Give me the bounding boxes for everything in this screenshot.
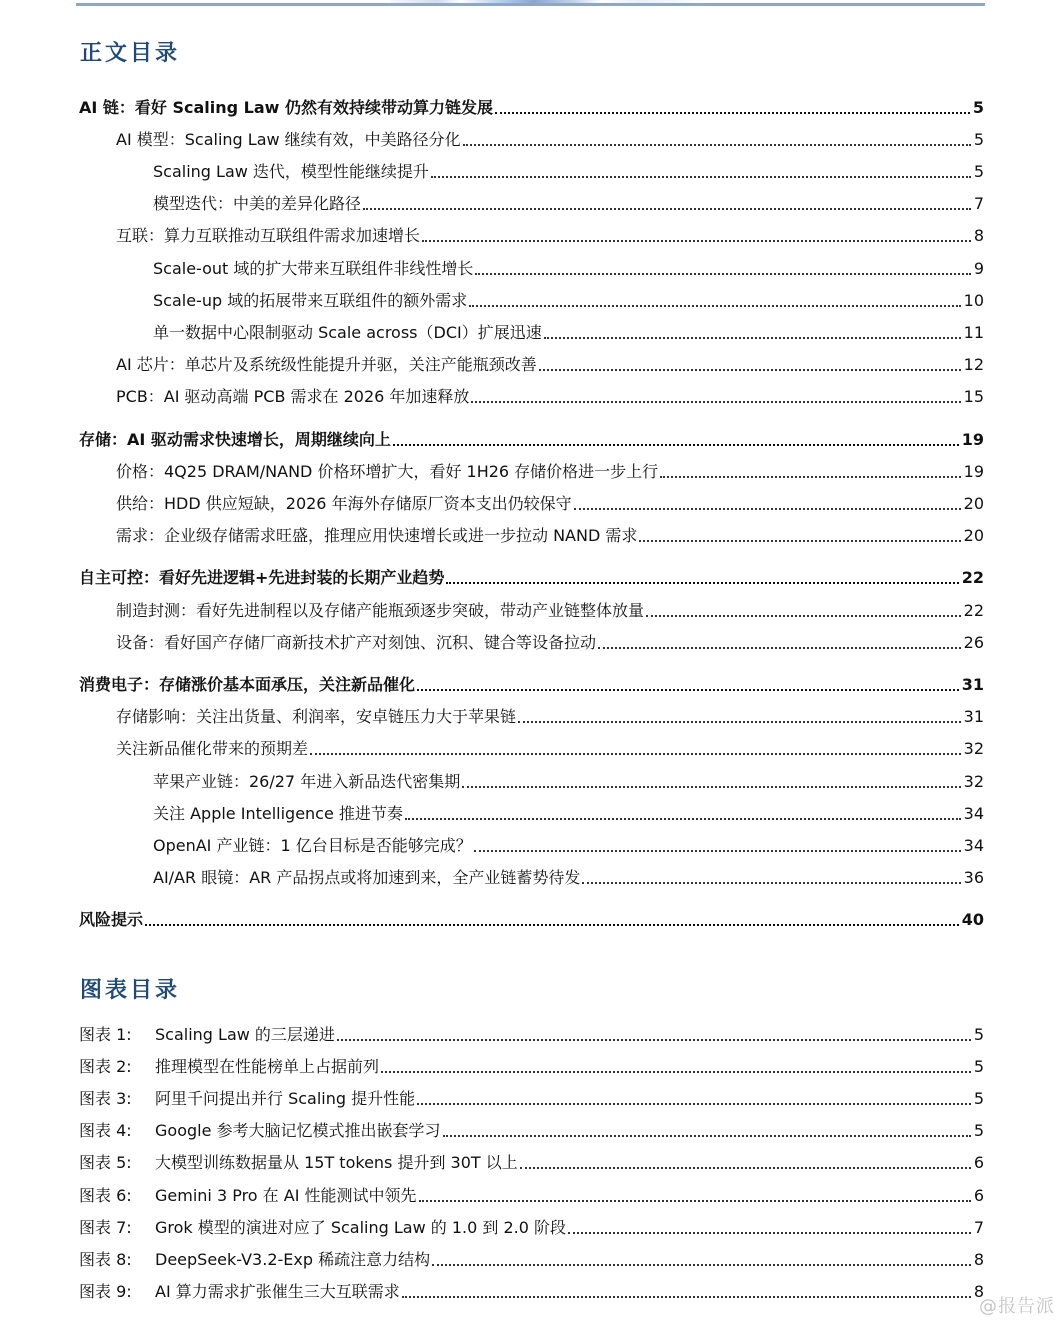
watermark: @报告派 <box>979 1296 1055 1317</box>
figure-entry[interactable] <box>79 1024 984 1046</box>
dot-leader <box>431 176 971 178</box>
toc-entry-page: 12 <box>963 354 984 374</box>
dot-leader <box>495 112 970 114</box>
dot-leader <box>568 1232 971 1234</box>
figure-entry[interactable] <box>79 1185 984 1207</box>
figure-label: 图表 7: <box>79 1217 132 1237</box>
toc-entry-page: 8 <box>973 226 984 246</box>
figure-page: 6 <box>973 1185 984 1205</box>
toc-entry-page: 15 <box>963 386 984 406</box>
toc-entry[interactable] <box>79 386 984 408</box>
dot-leader <box>646 615 961 617</box>
figure-entry[interactable] <box>79 1217 984 1239</box>
toc-entry-page: 34 <box>963 803 984 823</box>
toc-entry-title: PCB：AI 驱动高端 PCB 需求在 2026 年加速释放 <box>116 386 470 406</box>
dot-leader <box>443 1135 971 1137</box>
dot-leader <box>518 721 961 723</box>
toc-entry-title: Scaling Law 迭代，模型性能继续提升 <box>153 162 429 182</box>
dot-leader <box>660 476 960 478</box>
toc-entry-page: 26 <box>963 632 984 652</box>
toc-entry-page: 7 <box>973 194 984 214</box>
figure-page: 5 <box>973 1121 984 1141</box>
dot-leader <box>310 753 961 755</box>
figure-title: Google 参考大脑记忆模式推出嵌套学习 <box>155 1121 441 1141</box>
figure-label: 图表 1: <box>79 1025 132 1044</box>
dot-leader <box>462 786 960 788</box>
figure-label: 图表 5: <box>79 1153 132 1173</box>
toc-entry[interactable] <box>79 835 984 857</box>
figure-entry[interactable] <box>79 1088 984 1110</box>
toc-chapter[interactable] <box>79 909 984 931</box>
toc-entry-page: 32 <box>963 739 984 759</box>
toc-entry-page: 32 <box>963 771 984 791</box>
toc-entry-title: 关注新品催化带来的预期差 <box>116 739 309 759</box>
dot-leader <box>432 1264 971 1266</box>
toc-entry-page: 22 <box>961 568 984 588</box>
figures-title: 图表目录 <box>80 977 181 1003</box>
figure-entry[interactable] <box>79 1249 984 1271</box>
dot-leader <box>469 305 960 307</box>
toc-entry[interactable] <box>79 632 984 654</box>
figure-label: 图表 9: <box>79 1281 132 1301</box>
figure-label: 图表 4: <box>79 1121 132 1141</box>
figure-page: 5 <box>973 1025 984 1044</box>
toc-entry[interactable] <box>79 867 984 889</box>
toc-chapter[interactable] <box>79 97 984 119</box>
toc-entry-title: 模型迭代：中美的差异化路径 <box>153 194 362 214</box>
dot-leader <box>446 582 958 584</box>
toc-entry[interactable] <box>79 600 984 622</box>
dot-leader <box>381 1071 971 1073</box>
toc-entry-page: 40 <box>961 910 984 930</box>
toc-entry[interactable] <box>79 803 984 825</box>
toc-entry-page: 9 <box>973 258 984 278</box>
toc-entry-title: 互联：算力互联推动互联组件需求加速增长 <box>116 226 421 246</box>
toc-entry[interactable] <box>79 461 984 483</box>
toc-entry-page: 31 <box>961 675 984 695</box>
dot-leader <box>402 1296 971 1298</box>
figure-page: 7 <box>973 1217 984 1237</box>
dot-leader <box>544 337 961 339</box>
toc-entry[interactable] <box>79 525 984 547</box>
toc-entry-page: 11 <box>963 322 984 342</box>
figure-label: 图表 2: <box>79 1057 132 1077</box>
dot-leader <box>598 647 961 649</box>
figure-label: 图表 3: <box>79 1089 132 1109</box>
toc-entry-title: 苹果产业链：26/27 年进入新品迭代密集期 <box>153 771 461 791</box>
toc-entry-page: 36 <box>963 867 984 887</box>
toc-entry-title: OpenAI 产业链：1 亿台目标是否能够完成？ <box>153 835 472 855</box>
figure-title: 推理模型在性能榜单上占据前列 <box>155 1057 380 1077</box>
toc-entry-title: AI 芯片：单芯片及系统级性能提升并驱，关注产能瓶颈改善 <box>116 354 537 374</box>
dot-leader <box>639 540 960 542</box>
toc-entry-title: AI 模型：Scaling Law 继续有效，中美路径分化 <box>116 130 461 150</box>
toc-entry-page: 20 <box>963 493 984 513</box>
toc-entry[interactable] <box>79 290 984 312</box>
figure-title: AI 算力需求扩张催生三大互联需求 <box>155 1281 400 1301</box>
dot-leader <box>520 1167 971 1169</box>
toc-entry-title: Scale-up 域的拓展带来互联组件的额外需求 <box>153 290 468 310</box>
toc-entry[interactable] <box>79 322 984 344</box>
toc-entry[interactable] <box>79 706 984 728</box>
figure-title: 大模型训练数据量从 15T tokens 提升到 30T 以上 <box>155 1153 518 1173</box>
toc-entry-title: AI 链：看好 Scaling Law 仍然有效持续带动算力链发展 <box>79 98 494 117</box>
toc-entry-title: 设备：看好国产存储厂商新技术扩产对刻蚀、沉积、键合等设备拉动 <box>116 632 597 652</box>
toc-title: 正文目录 <box>80 40 181 66</box>
dot-leader <box>337 1039 971 1041</box>
dot-leader <box>475 273 970 275</box>
figure-entry[interactable] <box>79 1056 984 1078</box>
dot-leader <box>471 401 960 403</box>
toc-chapter[interactable] <box>79 429 984 451</box>
toc-entry-title: 单一数据中心限制驱动 Scale across（DCI）扩展迅速 <box>153 322 542 342</box>
toc-entry[interactable] <box>79 354 984 376</box>
figure-page: 8 <box>973 1249 984 1269</box>
figure-title: Gemini 3 Pro 在 AI 性能测试中领先 <box>155 1185 417 1205</box>
dot-leader <box>145 924 959 926</box>
toc-entry-title: 价格：4Q25 DRAM/NAND 价格环增扩大，看好 1H26 存储价格进一步上行 <box>116 461 659 481</box>
toc-entry-page: 20 <box>963 525 984 545</box>
header-rule <box>76 3 985 6</box>
figure-title: 阿里千问提出并行 Scaling 提升性能 <box>155 1089 416 1109</box>
toc-entry[interactable] <box>79 161 984 183</box>
toc-entry-page: 5 <box>972 98 984 117</box>
dot-leader <box>574 508 961 510</box>
toc-entry-page: 5 <box>973 130 984 150</box>
dot-leader <box>417 1103 971 1105</box>
figure-title: DeepSeek-V3.2-Exp 稀疏注意力结构 <box>155 1249 431 1269</box>
toc-entry-title: AI/AR 眼镜：AR 产品拐点或将加速到来，全产业链蓄势待发 <box>153 867 581 887</box>
toc-entry-title: 供给：HDD 供应短缺，2026 年海外存储原厂资本支出仍较保守 <box>116 493 572 513</box>
toc-entry-page: 34 <box>963 835 984 855</box>
toc-entry[interactable] <box>79 258 984 280</box>
dot-leader <box>363 208 971 210</box>
toc-entry-page: 10 <box>963 290 984 310</box>
toc-entry-title: 存储：AI 驱动需求快速增长，周期继续向上 <box>79 429 391 449</box>
toc-entry[interactable] <box>79 129 984 151</box>
toc-entry-page: 5 <box>973 162 984 182</box>
toc-entry[interactable] <box>79 771 984 793</box>
dot-leader <box>582 882 960 884</box>
toc-entry-page: 19 <box>963 461 984 481</box>
figure-entry[interactable] <box>79 1120 984 1142</box>
dot-leader <box>405 818 961 820</box>
toc-entry-title: 自主可控：看好先进逻辑+先进封装的长期产业趋势 <box>79 568 445 588</box>
toc-chapter[interactable] <box>79 674 984 696</box>
toc-entry[interactable] <box>79 225 984 247</box>
toc-entry-title: 风险提示 <box>79 910 144 930</box>
figure-page: 6 <box>973 1153 984 1173</box>
toc-entry[interactable] <box>79 493 984 515</box>
figure-label: 图表 6: <box>79 1185 132 1205</box>
dot-leader <box>417 689 959 691</box>
dot-leader <box>539 369 961 371</box>
toc-entry-title: Scale-out 域的扩大带来互联组件非线性增长 <box>153 258 474 278</box>
figure-page: 5 <box>973 1089 984 1109</box>
toc-entry[interactable] <box>79 738 984 760</box>
toc-entry-page: 19 <box>961 429 984 449</box>
toc-entry-title: 关注 Apple Intelligence 推进节奏 <box>153 803 403 823</box>
figure-entry[interactable] <box>79 1152 984 1174</box>
figure-label: 图表 8: <box>79 1249 132 1269</box>
toc-entry-page: 22 <box>963 600 984 620</box>
toc-entry-title: 消费电子：存储涨价基本面承压，关注新品催化 <box>79 675 416 695</box>
toc-entry-title: 制造封测：看好先进制程以及存储产能瓶颈逐步突破，带动产业链整体放量 <box>116 600 645 620</box>
toc-entry-title: 需求：企业级存储需求旺盛，推理应用快速增长或进一步拉动 NAND 需求 <box>116 525 638 545</box>
dot-leader <box>393 444 959 446</box>
toc-entry[interactable] <box>79 193 984 215</box>
dot-leader <box>463 144 971 146</box>
dot-leader <box>422 240 971 242</box>
dot-leader <box>419 1200 971 1202</box>
dot-leader <box>474 850 961 852</box>
figure-page: 8 <box>973 1281 984 1301</box>
figure-entry[interactable] <box>79 1281 984 1303</box>
toc-chapter[interactable] <box>79 567 984 589</box>
toc-entry-title: 存储影响：关注出货量、利润率，安卓链压力大于苹果链 <box>116 707 517 727</box>
figure-page: 5 <box>973 1057 984 1077</box>
figure-title: Scaling Law 的三层递进 <box>155 1025 335 1044</box>
toc-entry-page: 31 <box>963 707 984 727</box>
figure-title: Grok 模型的演进对应了 Scaling Law 的 1.0 到 2.0 阶段 <box>155 1217 567 1237</box>
